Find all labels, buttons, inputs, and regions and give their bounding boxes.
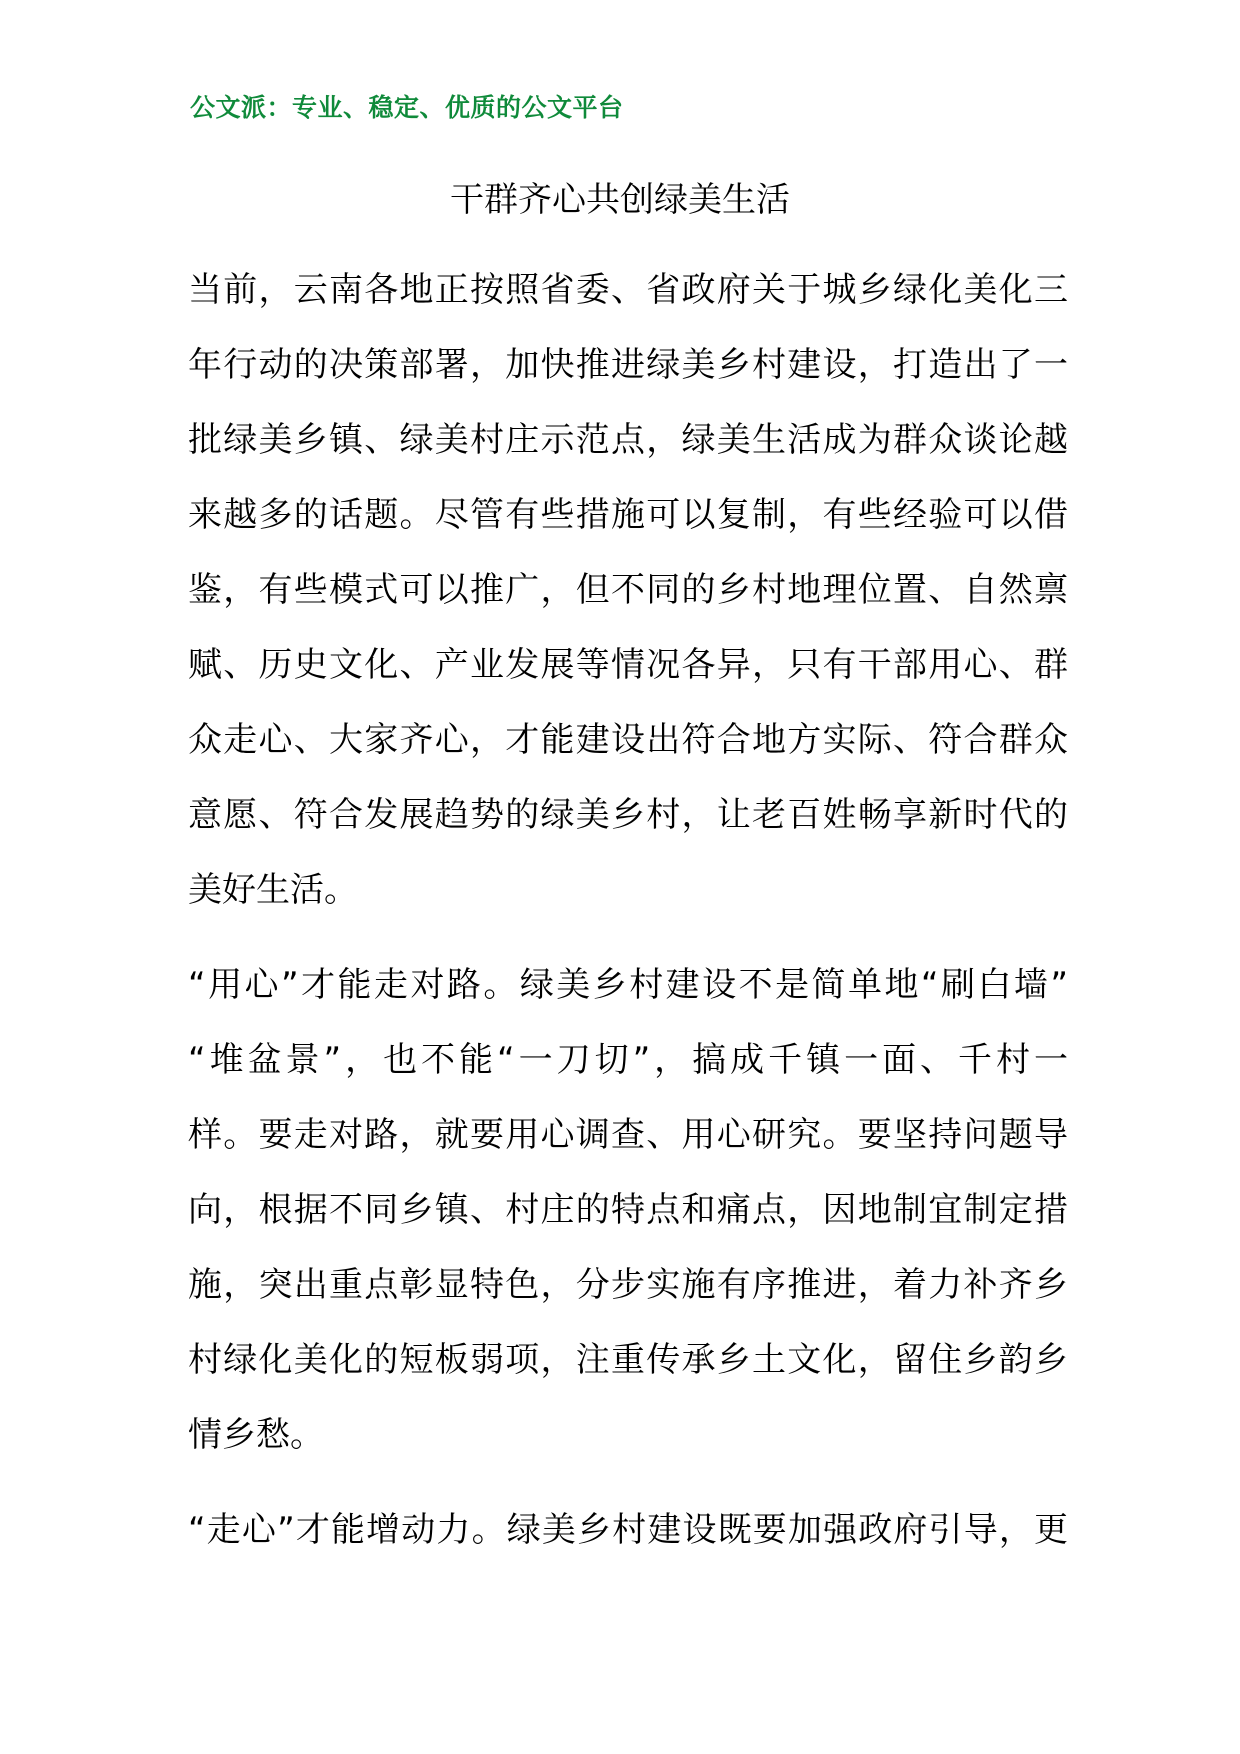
paragraph-line: “走心”才能增动力。绿美乡村建设既要加强政府引导，更 (188, 1510, 1068, 1550)
paragraph-line: 意愿、符合发展趋势的绿美乡村，让老百姓畅享新时代的 (188, 795, 1068, 835)
paragraph-line: 样。要走对路，就要用心调查、用心研究。要坚持问题导 (188, 1115, 1068, 1155)
paragraph-line: 当前，云南各地正按照省委、省政府关于城乡绿化美化三 (188, 270, 1068, 310)
paragraph-3 (188, 1493, 1068, 1568)
header-brand-text: 公文派：专业、稳定、优质的公文平台 (190, 93, 624, 122)
paragraph-line: 施，突出重点彰显特色，分步实施有序推进，着力补齐乡 (188, 1265, 1068, 1305)
paragraph-line: 情乡愁。 (188, 1415, 324, 1455)
paragraph-line: 向，根据不同乡镇、村庄的特点和痛点，因地制宜制定措 (188, 1190, 1068, 1230)
document-title: 干群齐心共创绿美生活 (450, 180, 790, 220)
paragraph-line: “用心”才能走对路。绿美乡村建设不是简单地“刷白墙” (188, 965, 1068, 1005)
paragraph-line: 众走心、大家齐心，才能建设出符合地方实际、符合群众 (188, 720, 1068, 760)
paragraph-line: 鉴，有些模式可以推广，但不同的乡村地理位置、自然禀 (188, 570, 1068, 610)
paragraph-line: 年行动的决策部署，加快推进绿美乡村建设，打造出了一 (188, 345, 1068, 385)
paragraph-line: 赋、历史文化、产业发展等情况各异，只有干部用心、群 (188, 645, 1068, 685)
paragraph-line: 批绿美乡镇、绿美村庄示范点，绿美生活成为群众谈论越 (188, 420, 1068, 460)
paragraph-line: 村绿化美化的短板弱项，注重传承乡土文化，留住乡韵乡 (188, 1340, 1068, 1380)
paragraph-2 (188, 948, 1068, 1473)
paragraph-line: 美好生活。 (188, 870, 358, 910)
paragraph-line: 来越多的话题。尽管有些措施可以复制，有些经验可以借 (188, 495, 1068, 535)
paragraph-1 (188, 253, 1068, 928)
paragraph-line: “堆盆景”，也不能“一刀切”，搞成千镇一面、千村一 (188, 1040, 1068, 1080)
